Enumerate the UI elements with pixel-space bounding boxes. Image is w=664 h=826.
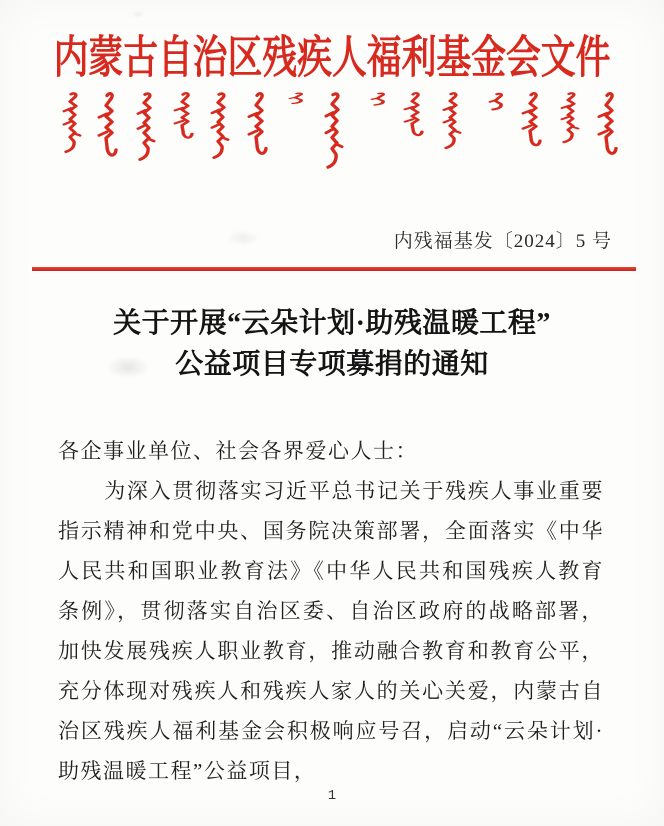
document-body bbox=[58, 431, 604, 791]
document-title-line1: 关于开展“云朵计划·助残温暖工程” bbox=[113, 308, 551, 339]
scan-smudge bbox=[226, 230, 260, 246]
body-paragraph: 为深入贯彻落实习近平总书记关于残疾人事业重要指示精神和党中央、国务院决策部署，全面落实《中华人民共和国职业教育法》《中华人民共和国残疾人教育条例》，贯彻落实自治区委、自治区政府的战略部署，加快发展残疾人职业教育，推动融合教育和教育公平，充分体现对残疾人和残疾人家人的关心关爱，内蒙古自治区残疾人福利基金会积极响应号召，启动“云朵计划·助残温暖工程”公益项目， bbox=[58, 479, 604, 783]
scan-smudge bbox=[132, 10, 144, 18]
letterhead-title-text: 内蒙古自治区残疾人福利基金会文件 bbox=[53, 32, 611, 83]
document-title-line2: 公益项目专项募捐的通知 bbox=[175, 349, 489, 380]
page-number: 1 bbox=[327, 788, 337, 804]
red-divider-line bbox=[32, 267, 636, 271]
salutation: 各企事业单位、社会各界爱心人士： bbox=[58, 439, 418, 463]
document-title bbox=[0, 303, 664, 385]
document-number: 内残福基发〔2024〕5 号 bbox=[393, 231, 612, 252]
letterhead-title bbox=[0, 22, 664, 83]
mongolian-script-banner-icon bbox=[50, 92, 618, 178]
